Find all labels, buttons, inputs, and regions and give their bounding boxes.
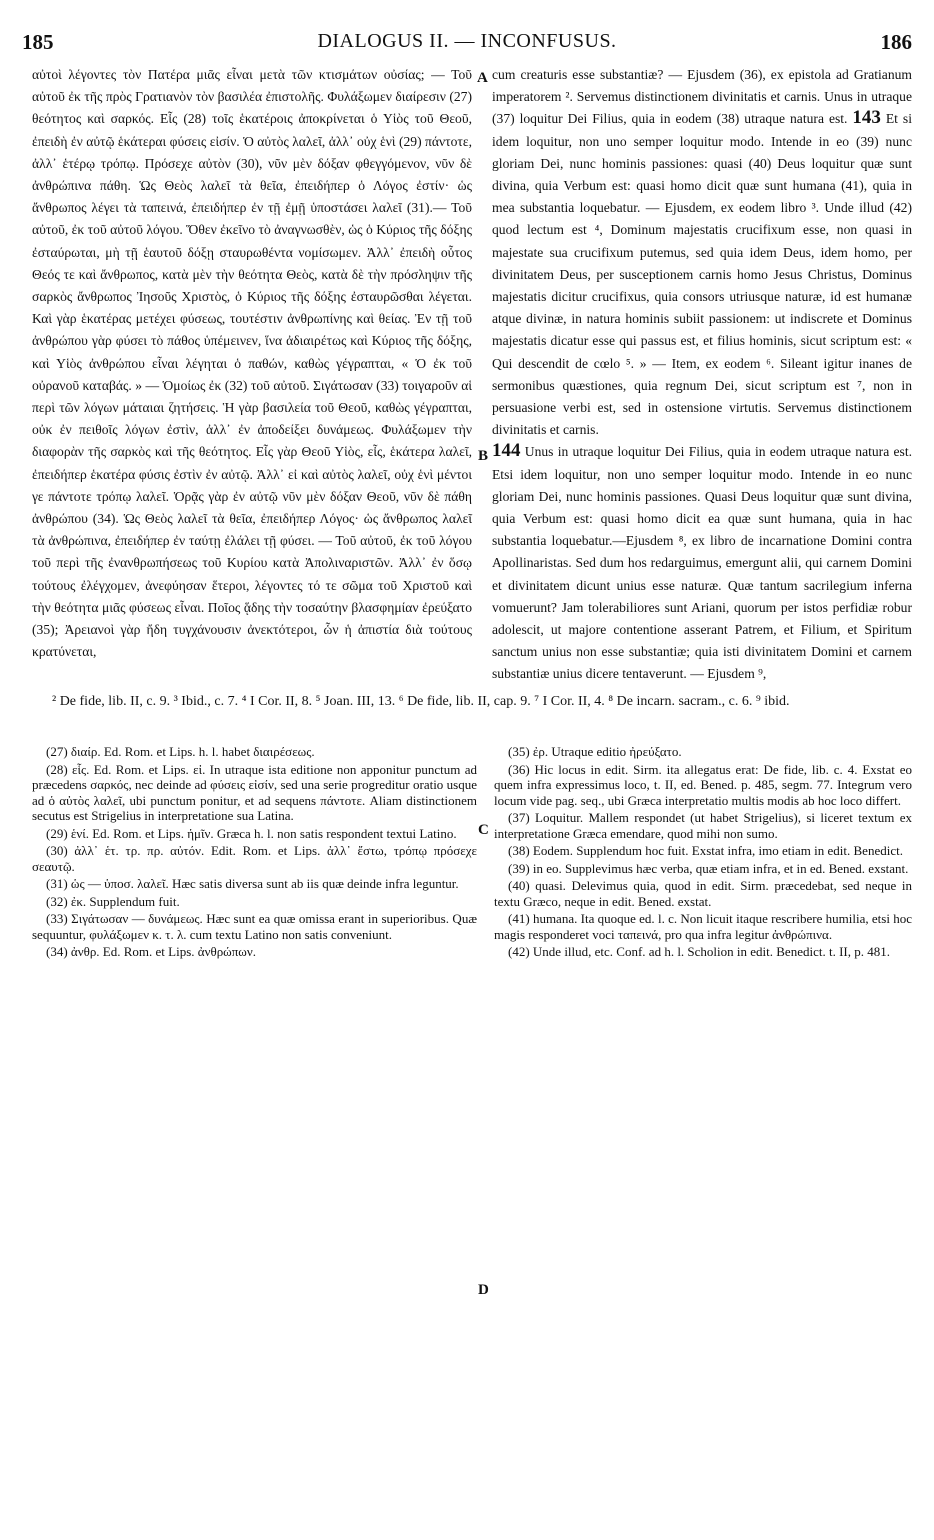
note-item: (27) διαίρ. Ed. Rom. et Lips. h. l. habet διαιρέσεως. [46, 744, 315, 759]
note-item: (32) ἐκ. Supplendum fuit. [46, 893, 180, 909]
note-item: (39) in eo. Supplevimus hæc verba, quæ etiam infra, et in ed. Bened. exstant. [508, 860, 909, 876]
notes-left-column [32, 744, 477, 962]
note-item: (37) Loquitur. Mallem respondet (ut habet Strigelius), si liceret textum ex interpretatione Græca emendare, quod mihi non sumo. [494, 810, 912, 841]
note-item: (33) Σιγάτωσαν — δυνάμεως. Hæc sunt ea quæ omissa erant in superioribus. Quæ sequuntur, φυλάξωμεν κ. τ. λ. cum textu Latino non satis conveniunt. [32, 911, 477, 942]
note-item: (30) ἀλλ᾽ ἑτ. τρ. πρ. αὐτόν. Edit. Rom. et Lips. ἀλλ᾽ ἔστω, τρόπῳ πρόσεχε σεαυτῷ. [32, 843, 477, 874]
greek-column [32, 64, 472, 663]
latin-paragraph-1 [492, 64, 912, 441]
margin-marker-d: D [478, 1282, 489, 1298]
latin-paragraph-2 [492, 441, 912, 685]
note-item: (28) εἷς. Ed. Rom. et Lips. εἰ. In utraque ista editione non apponitur punctum ad præcedens σαρκός, nec deinde ad φύσεις εἰσίν, sed una serie progreditur oratio usque ad ὁ αὐτὸς λαλεῖ, ubi punctum ponitur, et ad sequens πάντοτε. Aliam distinctionem secutus est Strigelius in interpretatione sua Latina. [32, 761, 477, 823]
margin-marker-c: C [478, 822, 489, 838]
note-item: (34) ἀνθρ. Ed. Rom. et Lips. ἀνθρώπων. [46, 944, 256, 959]
note-item: (40) quasi. Delevimus quia, quod in edit. Sirm. præcedebat, sed neque in textu Græco, neque in edit. Bened. exstat. [494, 878, 912, 909]
note-item: (38) Eodem. Supplendum hoc fuit. Exstat infra, imo etiam in edit. Benedict. [508, 843, 903, 858]
page [22, 30, 912, 1520]
footnote-text: ² De fide, lib. II, c. 9. ³ Ibid., c. 7. ⁴ I Cor. II, 8. ⁵ Joan. III, 13. ⁶ De fide, lib. II, cap. 9. ⁷ I Cor. II, 4. ⁸ De incarn. sacram., c. 6. ⁹ ibid. [52, 694, 790, 709]
page-number-left: 185 [22, 30, 54, 54]
latin-text-1b: Et si idem loquitur, non uno semper loquitur modo. Intende in eo (39) nunc gloriam Dei, nunc hominis passiones: quasi (40) Deus loquitur quæ sunt divina, quia Verbum est: quasi homo dicit quæ sunt humana (41), quia in mea substantia loquebatur. — Ejusdem, ex eodem libro ³. Unde illud (42) quod lectum est ⁴, Dominum majestatis crucifixum esse, non quasi in majestate sua crucifixum putemus, sed quia idem Deus, idem homo, per divinitatem Deus, per susceptionem carnis homo Jesus Christus, Dominus majestatis dicitur crucifixus, quia consors utriusque naturæ, id est humanæ atque divinæ, in natura hominis subiit passionem: ut indiscrete et Dominus majestatis dicatur esse qui passus est, et filius hominis, sicut scriptum est: « Qui descendit de cœlo ⁵. » — Item, ex eodem ⁶. Sileant igitur inanes de sermonibus quæstiones, quia regnum Dei, sicut scriptum est ⁷, non in persuasione verbi est, sed in ostensione virtutis. Servemus distinctionem divinitatis et carnis. [492, 111, 912, 438]
note-item: (29) ἑνί. Ed. Rom. et Lips. ἡμῖν. Græca h. l. non satis respondent textui Latino. [46, 825, 457, 841]
notes-right-column [494, 744, 912, 962]
note-item: (35) ἐρ. Utraque editio ἠρεύξατο. [508, 744, 682, 759]
note-item: (31) ὡς — ὑποσ. λαλεῖ. Hæc satis diversa sunt ab iis quæ deinde infra leguntur. [46, 876, 459, 891]
note-item: (41) humana. Ita quoque ed. l. c. Non licuit itaque rescribere humilia, etsi hoc magis responderet voci ταπεινά, pro qua infra legitur ἀνθρώπινα. [494, 911, 912, 942]
section-number-144: 144 [492, 440, 521, 462]
greek-text: αὐτοὶ λέγοντες τὸν Πατέρα μιᾶς εἶναι μετὰ τῶν κτισμάτων οὐσίας; — Τοῦ αὐτοῦ ἐκ τῆς πρὸς Γρατιανὸν τὸν βασιλέα ἐπιστολῆς. Φυλάξωμεν διαίρεσιν (27) θεότητος καὶ σαρκός. Εἷς (28) τοῖς ἑκατέροις ἀποκρίνεται ὁ Υἱὸς τοῦ Θεοῦ, ἐπειδὴ ἐν αὐτῷ ἑκάτεραι φύσεις εἰσίν. Ὁ αὐτὸς λαλεῖ, ἀλλ᾽ οὐχ ἑνὶ (29) πάντοτε, ἀλλ᾽ ἑτέρῳ τρόπῳ. Πρόσεχε αὐτὸν (30), νῦν μὲν δόξαν φθεγγόμενον, νῦν δὲ ἀνθρώπινα πάθη. Ὡς Θεὸς λαλεῖ τὰ θεῖα, ἐπειδήπερ ὁ Λόγος ἐστίν· ὡς ἄνθρωπος λέγει τὰ ταπεινά, ἐπειδήπερ ἐν τῇ ἐμῇ ὑποστάσει λαλεῖ (31).— Τοῦ αὐτοῦ, ἐκ τοῦ αὐτοῦ λόγου. Ὅθεν ἐκεῖνο τὸ ἀναγνωσθὲν, ὡς ὁ Κύριος τῆς δόξης ἐσταύρωται, μὴ τῇ ἑαυτοῦ δόξῃ σταυρωθέντα νομίσωμεν. Ἀλλ᾽ ἐπειδὴ οὗτος Θεός τε καὶ ἄνθρωπος, κατὰ μὲν τὴν θεότητα Θεὸς, κατὰ δὲ τὴν πρόσληψιν τῆς σαρκὸς ἄνθρωπος Ἰησοῦς Χριστὸς, ὁ Κύριος τῆς δόξης ἐσταυρῶσθαι λέγεται. Καὶ γὰρ ἑκατέρας μετέχει φύσεως, τουτέστιν ἀνθρωπίνης καὶ θείας. Ἐν τῇ τοῦ ἀνθρώπου γὰρ φύσει τὸ πάθος ὑπέμεινεν, ἵνα ἀδιαιρέτως καὶ Κύριος τῆς δόξης, καὶ Υἱὸς ἀνθρώπου εἶναι λέγηται ὁ παθών, καθὼς γέγραπται, « Ὁ ἐκ τοῦ οὐρανοῦ καταβάς. » — Ὁμοίως ἐκ (32) τοῦ αὐτοῦ. Σιγάτωσαν (33) τοιγαροῦν αἱ περὶ τῶν λόγων μάταιαι ζητήσεις. Ἡ γὰρ βασιλεία τοῦ Θεοῦ, καθὼς γέγραπται, οὐκ ἐν πειθοῖς λόγων ἐστὶν, ἀλλ᾽ ἐν ἀποδείξει δυνάμεως. Φυλάξωμεν τὴν διαφορὰν τῆς σαρκὸς καὶ τῆς θεότητος. Εἷς γὰρ Θεοῦ Υἱὸς, εἷς, ἑκάτερα λαλεῖ, ἐπειδήπερ ἑκατέρα φύσις ἐστὶν ἐν αὐτῷ. Ἀλλ᾽ εἰ καὶ αὐτὸς λαλεῖ, οὐχ ἑνὶ μέντοι γε πάντοτε τρόπῳ λαλεῖ. Ὁρᾷς γὰρ ἐν αὐτῷ νῦν μὲν δόξαν Θεοῦ, νῦν δὲ πάθη ἀνθρώπου (34). Ὡς Θεὸς λαλεῖ τὰ θεῖα, ἐπειδήπερ Λόγος· ὡς ἄνθρωπος λαλεῖ τὰ ἀνθρώπινα, ἐπειδήπερ ἐν ταύτῃ ἐλάλει τῇ φύσει. — Τοῦ αὐτοῦ, ἐκ τοῦ λόγου τοῦ περὶ τῆς ἐνανθρωπήσεως τοῦ Κυρίου κατὰ Ἀπολιναριστῶν. Ἀλλ᾽ ἐν ὅσῳ τούτους ἐλέγχομεν, ἀνεφύησαν ἕτεροι, λέγοντες τό τε σῶμα τοῦ Χριστοῦ καὶ τὴν θεότητα μιᾶς φύσεως εἶναι. Ποῖος ᾅδης τὴν τοσαύτην βλασφημίαν ἐρεύξατο (35); Ἀρειανοὶ γὰρ ἤδη τυγχάνουσιν ἀνεκτότεροι, ὧν ἡ ἀπιστία διὰ τούτους κρατύνεται, [32, 67, 472, 660]
section-number-143: 143 [852, 107, 881, 129]
running-title: DIALOGUS II. — INCONFUSUS. [317, 30, 617, 52]
note-item: (36) Hic locus in edit. Sirm. ita allegatus erat: De fide, lib. c. 4. Exstat eo quem infra expressimus loco, t. II, ed. Bened. p. 485, segm. 77. Integrum vero locum vide pag. seq., ubi Græca interpretatio multis modis ab hoc loco differt. [494, 761, 912, 808]
page-header [22, 30, 912, 60]
latin-text-1a: cum creaturis esse substantiæ? — Ejusdem (36), ex epistola ad Gratianum imperatorem ². Servemus distinctionem divinitatis et carnis. Unus in utraque (37) loquitur Dei Filius, quia in eodem (38) utraque natura est. [492, 67, 912, 127]
latin-text-2: Unus in utraque loquitur Dei Filius, quia in eodem utraque natura est. Etsi idem loquitur, non uno semper loquitur modo. Intende in eo nunc gloriam Dei, nunc hominis passiones. Quasi Deus loquitur quæ sunt divina, quia Verbum est: quasi homo dicit ea quæ sunt humana, quia in hac substantia loquebatur.—Ejusdem ⁸, ex libro de incarnatione Domini contra Apollinaristas. Sed dum hos redarguimus, emergunt alii, qui carnem Domini et divinitatem dicunt unius esse naturæ. Quæ tantum sacrilegium inferna vomuerunt? Jam tolerabiliores sunt Ariani, quorum per istos perfidiæ robur adolescit, ut majore contentione asserant Patrem, et Filium, et Spiritum sanctum unius non esse substantiæ; quia isti divinitatem Domini et carnem substantiæ unius dicere tentaverunt. — Ejusdem ⁹, [492, 444, 912, 682]
margin-marker-a: A [477, 70, 488, 86]
page-number-right: 186 [880, 30, 912, 54]
margin-marker-b: B [478, 448, 489, 464]
note-item: (42) Unde illud, etc. Conf. ad h. l. Scholion in edit. Benedict. t. II, p. 481. [508, 944, 890, 959]
latin-column [492, 64, 912, 686]
reference-footnotes [32, 692, 912, 711]
